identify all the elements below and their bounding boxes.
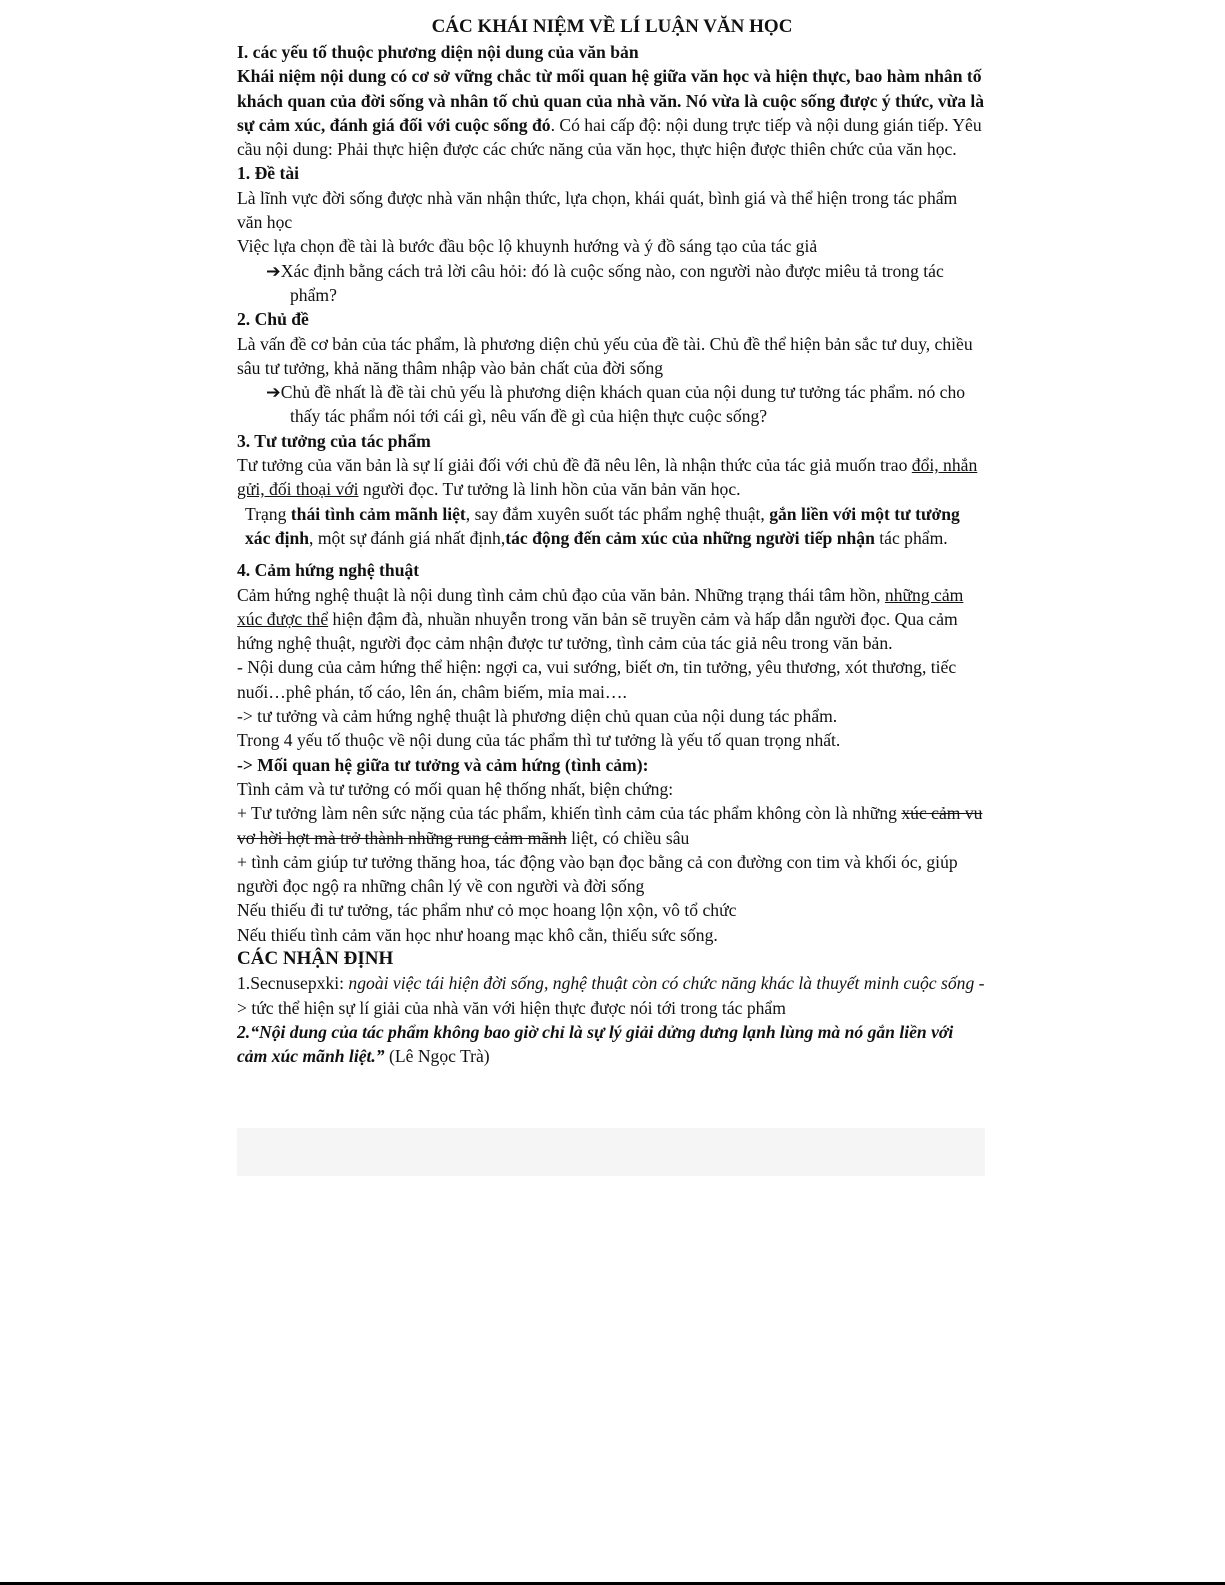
cam-hung-heading: 4. Cảm hứng nghệ thuật (237, 560, 420, 581)
section-heading: I. các yếu tố thuộc phương diện nội dung của văn bản (237, 42, 639, 62)
cam-hung-paragraph-2: - Nội dung của cảm hứng thể hiện: ngợi ca, vui sướng, biết ơn, tin tưởng, yêu thương, xót thương, tiếc nuối…phê phán, tố cáo, lên án, châm biếm, mỉa mai…. (237, 657, 957, 702)
tu-tuong-heading: 3. Tư tưởng của tác phẩm (237, 430, 431, 451)
intro-paragraph: Khái niệm nội dung có cơ sở vững chắc từ mối quan hệ giữa văn học và hiện thực, bao hàm nhân tố khách quan của đời sống và nhân tố chủ quan của nhà văn. Nó vừa là cuộc sống được ý thức, vừa là sự cảm xúc, đánh giá đối với cuộc sống đó. Có hai cấp độ: nội dung trực tiếp và nội dung gián tiếp. Yêu cầu nội dung: Phải thực hiện được các chức năng của văn học, thực hiện được thiên chức của văn học. (237, 66, 985, 160)
document-page (237, 14, 987, 1068)
cam-hung-paragraph-8: + tình cảm giúp tư tưởng thăng hoa, tác động vào bạn đọc bằng cả con đường con tim và khối óc, giúp người đọc ngộ ra những chân lý về con người và đời sống (237, 851, 958, 897)
nhan-dinh-heading: CÁC NHẬN ĐỊNH (237, 947, 394, 969)
tu-tuong-emotion-paragraph: Trạng thái tình cảm mãnh liệt, say đắm xuyên suốt tác phẩm nghệ thuật, gắn liền với một tư tưởng xác định, một sự đánh giá nhất định,tác động đến cảm xúc của những người tiếp nhận tác phẩm. (245, 503, 960, 548)
quote-1: 1.Secnusepxki: ngoài việc tái hiện đời sống, nghệ thuật còn có chức năng khác là thuyết minh cuộc sống -> tức thể hiện sự lí giải của nhà văn với hiện thực được nói tới trong tác phẩm (237, 973, 985, 1018)
chu-de-paragraph: Là vấn đề cơ bản của tác phẩm, là phương diện chủ yếu của đề tài. Chủ đề thể hiện bản sắc tư duy, chiều sâu tư tưởng, khả năng thâm nhập vào bản chất của đời sống (237, 333, 973, 378)
arrow-icon: ➔ (266, 382, 281, 403)
de-tai-conclusion: ➔Xác định bằng cách trả lời câu hỏi: đó là cuộc sống nào, con người nào được miêu tả trong tác phẩm? (266, 260, 944, 305)
tu-tuong-paragraph: Tư tưởng của văn bản là sự lí giải đối với chủ đề đã nêu lên, là nhận thức của tác giả muốn trao đổi, nhắn gửi, đối thoại với người đọc. Tư tưởng là linh hồn của văn bản văn học. (237, 455, 978, 500)
cam-hung-paragraph-4: Trong 4 yếu tố thuộc về nội dung của tác phẩm thì tư tưởng là yếu tố quan trọng nhất. (237, 730, 841, 751)
relationship-heading: -> Mối quan hệ giữa tư tưởng và cảm hứng (tình cảm): (237, 754, 649, 775)
cam-hung-paragraph-7: + Tư tưởng làm nên sức nặng của tác phẩm, khiến tình cảm của tác phẩm không còn là những xúc cảm vu vơ hời hợt mà trở thành những rung cảm mãnh liệt, có chiều sâu (237, 803, 983, 848)
blank-block (237, 1128, 985, 1176)
cam-hung-paragraph-1: Cảm hứng nghệ thuật là nội dung tình cảm chủ đạo của văn bản. Những trạng thái tâm hồn, những cảm xúc được thể hiện đậm đà, nhuần nhuyễn trong văn bản sẽ truyền cảm và hấp dẫn người đọc. Qua cảm hứng nghệ thuật, người đọc cảm nhận được tư tưởng, tình cảm của tác giả nêu trong văn bản. (237, 584, 964, 654)
de-tai-paragraph-1: Là lĩnh vực đời sống được nhà văn nhận thức, lựa chọn, khái quát, bình giá và thể hiện trong tác phẩm văn học (237, 187, 958, 233)
arrow-icon: ➔ (266, 260, 281, 281)
de-tai-heading: 1. Đề tài (237, 163, 300, 184)
cam-hung-paragraph-10: Nếu thiếu tình cảm văn học như hoang mạc khô cằn, thiếu sức sống. (237, 924, 718, 945)
chu-de-conclusion: ➔Chủ đề nhất là đề tài chủ yếu là phương diện khách quan của nội dung tư tưởng tác phẩm. nó cho thấy tác phẩm nói tới cái gì, nêu vấn đề gì của hiện thực cuộc sống? (266, 382, 966, 427)
cam-hung-paragraph-9: Nếu thiếu đi tư tưởng, tác phẩm như cỏ mọc hoang lộn xộn, vô tổ chức (237, 900, 737, 921)
chu-de-heading: 2. Chủ đề (237, 309, 309, 330)
de-tai-paragraph-2: Việc lựa chọn đề tài là bước đầu bộc lộ khuynh hướng và ý đồ sáng tạo của tác giả (237, 236, 818, 257)
cam-hung-paragraph-3: -> tư tưởng và cảm hứng nghệ thuật là phương diện chủ quan của nội dung tác phẩm. (237, 706, 838, 727)
quote-2: 2.“Nội dung của tác phẩm không bao giờ chỉ là sự lý giải dửng dưng lạnh lùng mà nó gắn liền với cảm xúc mãnh liệt.” (Lê Ngọc Trà) (237, 1021, 954, 1067)
document-title: CÁC KHÁI NIỆM VỀ LÍ LUẬN VĂN HỌC (431, 16, 793, 37)
cam-hung-paragraph-6: Tình cảm và tư tưởng có mối quan hệ thống nhất, biện chứng: (237, 778, 674, 799)
